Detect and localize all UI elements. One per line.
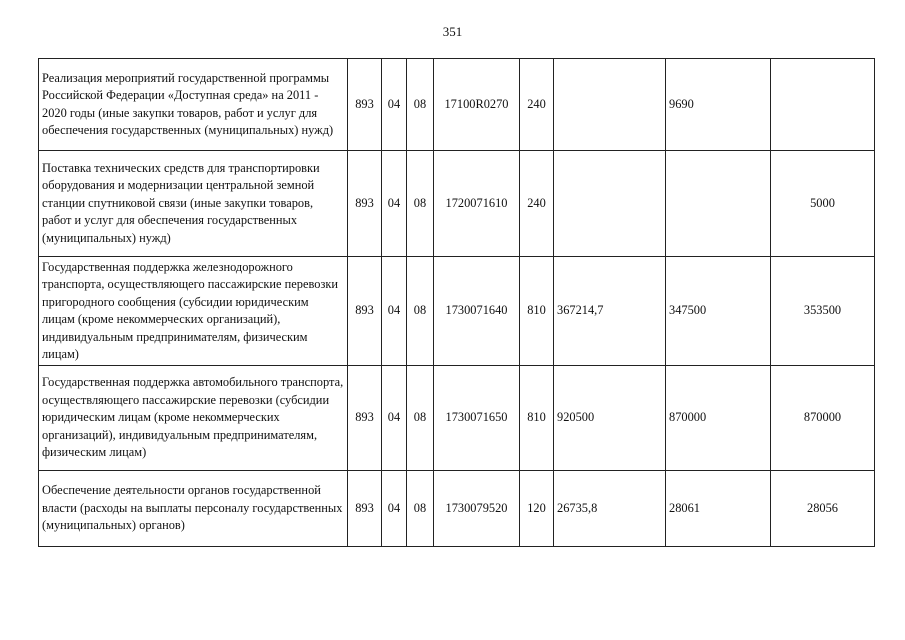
csr-code: 17100R0270 xyxy=(434,59,520,151)
vr-code: 810 xyxy=(520,366,554,471)
amount-year-1 xyxy=(554,151,666,257)
row-description: Государственная поддержка железнодорожного транспорта, осуществляющего пассажирские перевозки пригородного сообщения (субсидии юридическим лицам (кроме некоммерческих организаций), индивидуальным предпринимателям, физическим лицам) xyxy=(39,257,348,366)
pr-code: 08 xyxy=(407,471,434,547)
amount-year-2: 9690 xyxy=(666,59,771,151)
gr-code: 893 xyxy=(348,151,382,257)
vr-code: 240 xyxy=(520,59,554,151)
csr-code: 1730071640 xyxy=(434,257,520,366)
gr-code: 893 xyxy=(348,366,382,471)
gr-code: 893 xyxy=(348,257,382,366)
row-description: Государственная поддержка автомобильного транспорта, осуществляющего пассажирские перевозки (субсидии юридическим лицам (кроме некоммерческих организаций), индивидуальным предпринимателям, физическим лицам) xyxy=(39,366,348,471)
pr-code: 08 xyxy=(407,151,434,257)
rz-code: 04 xyxy=(382,471,407,547)
table-row xyxy=(39,471,875,547)
amount-year-1: 367214,7 xyxy=(554,257,666,366)
amount-year-1 xyxy=(554,59,666,151)
budget-table xyxy=(38,58,875,547)
csr-code: 1720071610 xyxy=(434,151,520,257)
table-row xyxy=(39,59,875,151)
amount-year-2: 347500 xyxy=(666,257,771,366)
rz-code: 04 xyxy=(382,151,407,257)
rz-code: 04 xyxy=(382,366,407,471)
vr-code: 240 xyxy=(520,151,554,257)
amount-year-3 xyxy=(771,59,875,151)
row-description: Реализация мероприятий государственной программы Российской Федерации «Доступная среда» на 2011 - 2020 годы (иные закупки товаров, работ и услуг для обеспечения государственных (муниципальных) нужд) xyxy=(39,59,348,151)
pr-code: 08 xyxy=(407,59,434,151)
gr-code: 893 xyxy=(348,471,382,547)
amount-year-2 xyxy=(666,151,771,257)
gr-code: 893 xyxy=(348,59,382,151)
csr-code: 1730079520 xyxy=(434,471,520,547)
row-description: Обеспечение деятельности органов государственной власти (расходы на выплаты персоналу государственных (муниципальных) органов) xyxy=(39,471,348,547)
rz-code: 04 xyxy=(382,59,407,151)
amount-year-1: 26735,8 xyxy=(554,471,666,547)
pr-code: 08 xyxy=(407,366,434,471)
table-row xyxy=(39,151,875,257)
rz-code: 04 xyxy=(382,257,407,366)
amount-year-2: 28061 xyxy=(666,471,771,547)
pr-code: 08 xyxy=(407,257,434,366)
page-number: 351 xyxy=(442,24,463,39)
amount-year-1: 920500 xyxy=(554,366,666,471)
csr-code: 1730071650 xyxy=(434,366,520,471)
amount-year-3: 28056 xyxy=(771,471,875,547)
amount-year-3: 870000 xyxy=(771,366,875,471)
amount-year-3: 5000 xyxy=(771,151,875,257)
table-row xyxy=(39,366,875,471)
row-description: Поставка технических средств для транспортировки оборудования и модернизации центральной земной станции спутниковой связи (иные закупки товаров, работ и услуг для обеспечения государственных (муниципальных) нужд) xyxy=(39,151,348,257)
table-row xyxy=(39,257,875,366)
amount-year-2: 870000 xyxy=(666,366,771,471)
vr-code: 810 xyxy=(520,257,554,366)
amount-year-3: 353500 xyxy=(771,257,875,366)
vr-code: 120 xyxy=(520,471,554,547)
